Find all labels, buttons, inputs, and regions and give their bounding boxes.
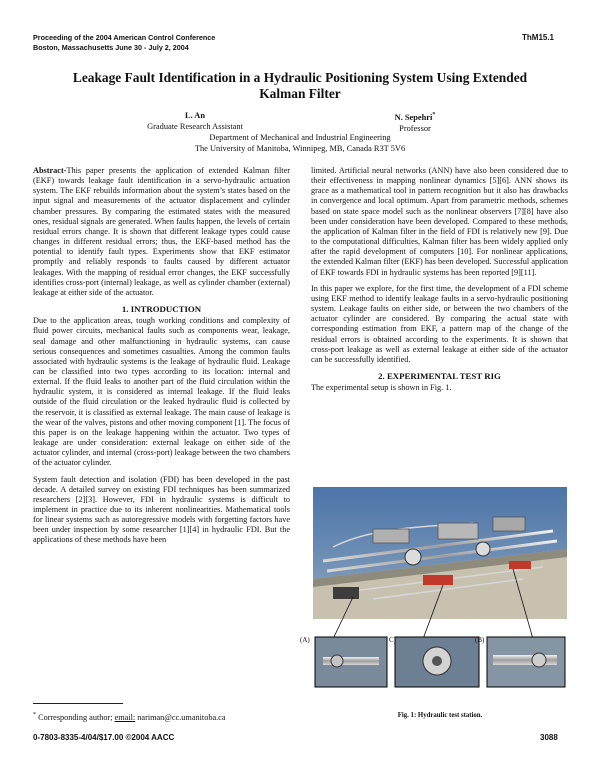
author-2 <box>345 110 485 134</box>
abstract-text: This paper presents the application of extended Kalman filter (EKF) towards leakage fault identification in a servo-hydraulic actuation system. The EKF rebuilds information about the system’s states based on the input signal and measurements of the actuator displacement and cylinder chamber pressures. By comparing the estimated states with the measured ones, residual signals are generated. When faults happen, the levels of certain residual errors change. It is shown that different leakage types could cause changes in different residual errors; thus, the EKF-based method has the potential to identify fault types. Experiments show that EKF estimator promptly and reliably responds to faults caused by different actuator leakages. With the mapping of residual error changes, the EKF successfully identifies cross-port (internal) leakage, as well as cylinder chamber (external) leakage at either side of the actuator. <box>33 166 290 297</box>
inset-label-b: (B) <box>475 636 485 644</box>
footnote-email-label: email: <box>114 712 136 722</box>
inset-label-c: C) <box>389 636 396 644</box>
hydraulic-test-station-photo <box>313 487 567 699</box>
session-code: ThM15.1 <box>522 33 555 42</box>
author-2-name: N. Sepehri <box>394 112 433 122</box>
section-heading-test-rig: 2. EXPERIMENTAL TEST RIG <box>378 370 501 381</box>
conference-line-2: Boston, Massachusetts June 30 - July 2, 2004 <box>33 43 189 52</box>
right-paragraph-1: limited. Artificial neural networks (ANN) have also been considered due to their effectiveness in mapping nonlinear dynamics [5][6]. ANN shows its grace as a mathematical tool in pattern recognition but it also has drawbacks in convergence and local optimum. Apart from parametric methods, schemes based on state space model such as the nonlinear observers [7][8] have also been under consideration have been developed. Compared to these methods, the application of Kalman filter in the field of FDI is relatively new [9]. Due to the computational difficulties, Kalman filter has been widely applied only after the rapid development of computers [10]. For nonlinear applications, the extended Kalman filter (EKF) has been developed. Successful application of EKF towards FDI in hydraulic systems has been reported [9][11]. <box>311 166 568 277</box>
author-1-role: Graduate Research Assistant <box>147 122 243 131</box>
abstract-label: Abstract- <box>33 166 67 175</box>
footnote-email: nariman@cc.umanitoba.ca <box>135 712 226 722</box>
figure-caption: Fig. 1: Hydraulic test station. <box>397 712 483 719</box>
figure-intro: The experimental setup is shown in Fig. 1. <box>311 383 452 393</box>
abstract <box>33 166 290 298</box>
footnote-mark: * <box>33 712 36 718</box>
conference-line-1: Proceeding of the 2004 American Control Conference <box>33 33 216 42</box>
right-paragraph-2: In this paper we explore, for the first time, the development of a FDI scheme using EKF method to identify leakage faults in a servo-hydraulic positioning system. Leakage faults on either side, or between the two chambers of the actuator cylinder are considered. By comparing the actual state with corresponding estimation from EKF, a pattern map of the change of the residual errors is obtained according to the experiments. It is shown that cross-port leakage as well as external leakage at either side of the actuator can be successfully identified. <box>311 283 568 364</box>
intro-paragraph-1: Due to the application areas, tough working conditions and complexity of fluid power circuits, mechanical faults such as components wear, leakage, seal damage and other malfunctioning in hydraulic systems, can cause serious consequences and sometimes casualties. Among the common faults associated with hydraulic systems is the leakage of hydraulic fluid. Leakage can be classified into two types according to its location: internal and external. If the fluid leaks to another part of the fluid circulation within the hydraulic system, it is considered as internal leakage. If the fluid leaks outside of the fluid circulation or the leaked hydraulic fluid is collected by the reservoir, it is classified as external leakage. The main cause of leakage is the wear of the valves, pistons and other moving component [1]. The focus of this paper is on the leakage happening within the actuator. Two types of leakage are under consideration: external leakage on either side of the actuator cylinder, and internal (cross-port) leakage between the two chambers of the actuator cylinder. <box>33 316 290 468</box>
left-column <box>33 166 290 552</box>
department: Department of Mechanical and Industrial Engineering <box>209 133 391 142</box>
footnote-rule <box>33 703 123 704</box>
figure-1 <box>300 487 567 699</box>
conference-header <box>33 33 215 53</box>
author-2-role: Professor <box>399 123 431 133</box>
paper-title <box>40 70 560 102</box>
author-1 <box>120 110 270 132</box>
author-2-mark: * <box>432 112 436 118</box>
right-column <box>311 166 568 393</box>
title-line-1: Leakage Fault Identification in a Hydraulic Positioning System Using Extended <box>72 70 528 85</box>
title-line-2: Kalman Filter <box>259 86 341 101</box>
page-number: 3088 <box>540 733 558 742</box>
section-heading-introduction: 1. INTRODUCTION <box>121 304 202 315</box>
university: The University of Manitoba, Winnipeg, MB, Canada R3T 5V6 <box>194 144 406 153</box>
author-1-name: L. An <box>184 111 206 120</box>
footer-isbn: 0-7803-8335-4/04/$17.00 ©2004 AACC <box>33 733 175 742</box>
intro-paragraph-2: System fault detection and isolation (FDI) has been developed in the past decade. A detailed survey on existing FDI techniques has been summarized researchers [2][3]. However, FDI in hydraulic systems is difficult to implement in practice due to its inherent nonlinearities. Mathematical tools for linear systems such as autoregressive models with forgetting factors have been under inspection by some researcher [1][4] in hydraulic FDI. But the applications of these methods have been <box>33 474 290 545</box>
footnote <box>33 710 290 723</box>
footnote-text: Corresponding author; <box>36 712 115 722</box>
affiliation <box>150 132 450 154</box>
inset-label-a: (A) <box>300 636 310 644</box>
